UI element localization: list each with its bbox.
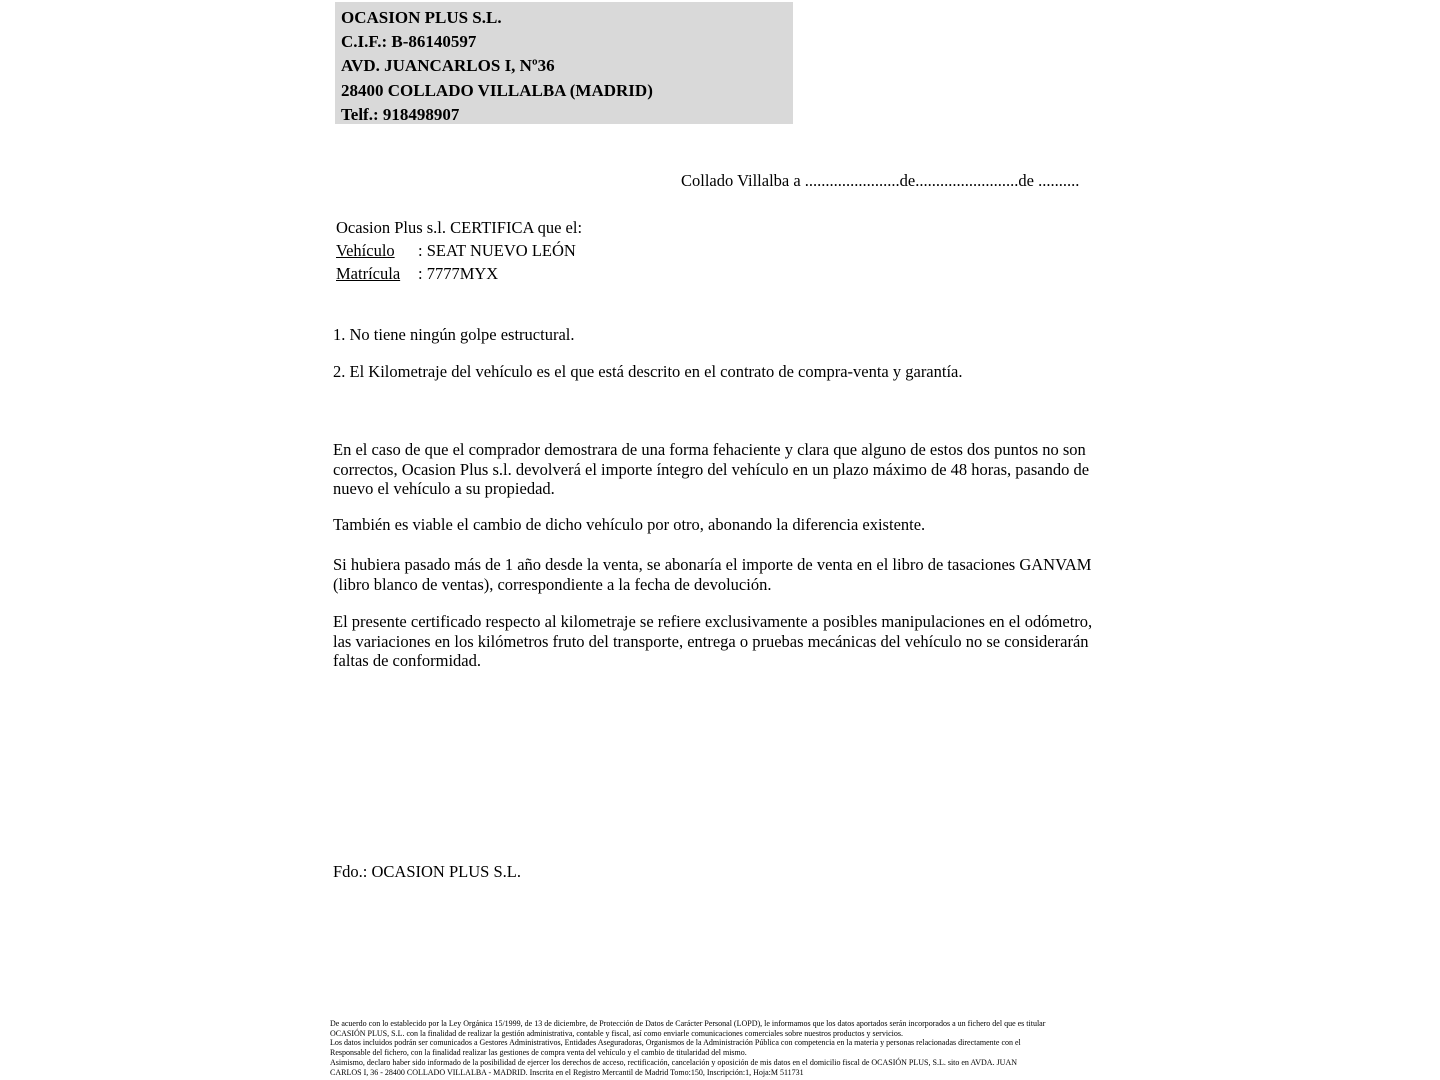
plate-label: Matrícula bbox=[336, 264, 401, 284]
certifica-intro: Ocasion Plus s.l. CERTIFICA que el: bbox=[336, 218, 583, 237]
certified-point-1: 1. No tiene ningún golpe estructural. bbox=[333, 325, 575, 344]
company-cif: C.I.F.: B-86140597 bbox=[341, 32, 477, 52]
company-address: AVD. JUANCARLOS I, Nº36 bbox=[341, 56, 555, 76]
paragraph-ganvam-valuation: Si hubiera pasado más de 1 año desde la venta, se abonaría el importe de venta en el libro de tasaciones GANVAM (libro blanco de ventas), correspondiente a la fecha de devolución. bbox=[333, 555, 1092, 594]
paragraph-refund-condition: En el caso de que el comprador demostrara de una forma fehaciente y clara que alguno de estos dos puntos no son correctos, Ocasion Plus s.l. devolverá el importe íntegro del vehículo en un plazo máximo de 48 horas, pasando de nuevo el vehículo a su propiedad. bbox=[333, 440, 1090, 498]
paragraph-odometer-scope: El presente certificado respecto al kilometraje se refiere exclusivamente a posibles manipulaciones en el odómetro, las variaciones en los kilómetros fruto del transporte, entrega o pruebas mecánicas del vehículo no se considerarán faltas de conformidad. bbox=[333, 612, 1093, 670]
vehicle-field bbox=[336, 239, 582, 262]
plate-value: : 7777MYX bbox=[418, 264, 499, 284]
vehicle-value: : SEAT NUEVO LEÓN bbox=[418, 241, 576, 261]
company-city: 28400 COLLADO VILLALBA (MADRID) bbox=[341, 80, 653, 100]
company-phone: Telf.: 918498907 bbox=[341, 104, 460, 124]
legal-footer-line: OCASIÓN PLUS, S.L. con la finalidad de realizar la gestión administrativa, contable y fiscal, así como enviarle comunicaciones comerciales sobre nuestros productos y servicios. bbox=[330, 1028, 903, 1038]
plate-field bbox=[336, 262, 582, 285]
date-fill-in-line: Collado Villalba a .......................de.........................de .......... bbox=[681, 171, 1080, 190]
legal-footer bbox=[330, 1019, 1045, 1077]
legal-footer-line: CARLOS I, 36 - 28400 COLLADO VILLALBA - MADRID. Inscrita en el Registro Mercantil de Madrid Tomo:150, Inscripción:1, Hoja:M 511731 bbox=[330, 1067, 804, 1077]
vehicle-label: Vehículo bbox=[336, 241, 395, 261]
legal-footer-line: De acuerdo con lo establecido por la Ley Orgánica 15/1999, de 13 de diciembre, de Protección de Datos de Carácter Personal (LOPD), le informamos que los datos aportados serán incorporados a un fichero del que es titular bbox=[330, 1019, 1046, 1028]
signature-line: Fdo.: OCASION PLUS S.L. bbox=[333, 862, 521, 881]
legal-footer-line: Asimismo, declaro haber sido informado de la posibilidad de ejercer los derechos de acceso, rectificación, cancelación y oposición de mis datos en el domicilio fiscal de OCASIÓN PLUS, S.L. sito en AVDA. JUAN bbox=[330, 1057, 1018, 1067]
paragraph-exchange-option: También es viable el cambio de dicho vehículo por otro, abonando la diferencia existente. bbox=[333, 515, 926, 534]
legal-footer-line: Los datos incluidos podrán ser comunicados a Gestores Administrativos, Entidades Aseguradoras, Organismos de la Administración Pública con competencia en la materia y personas relacionadas directamente con el bbox=[330, 1038, 1021, 1048]
company-header-box bbox=[335, 2, 793, 124]
legal-footer-line: Responsable del fichero, con la finalidad realizar las gestiones de compra venta del vehículo y el cambio de titularidad del mismo. bbox=[330, 1048, 747, 1058]
certified-point-2: 2. El Kilometraje del vehículo es el que está descrito en el contrato de compra-venta y garantía. bbox=[333, 362, 963, 381]
company-name: OCASION PLUS S.L. bbox=[341, 8, 502, 27]
certification-block bbox=[336, 216, 582, 286]
